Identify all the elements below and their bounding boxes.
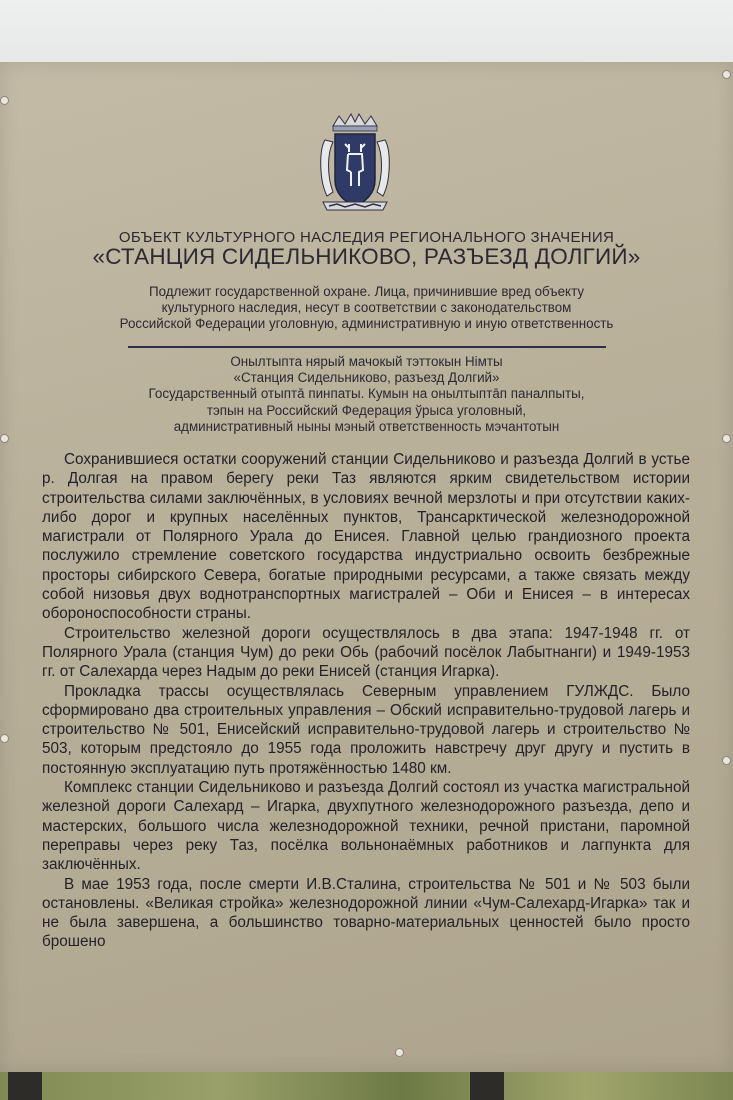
screw	[722, 70, 731, 79]
heading-large: «СТАНЦИЯ СИДЕЛЬНИКОВО, РАЗЪЕЗД ДОЛГИЙ»	[92, 244, 641, 269]
nenets-line: административный ныны мэный ответственность мэчантотын	[173, 418, 560, 434]
nenets-line: «Станция Сидельниково, разъезд Долгий»	[233, 370, 500, 386]
screw	[0, 734, 9, 743]
nenets-line: Онылтыпта нярый мачокый тэттокын Нiмты	[230, 354, 503, 369]
heading-small: ОБЪЕКТ КУЛЬТУРНОГО НАСЛЕДИЯ РЕГИОНАЛЬНОГО ЗНАЧЕНИЯ	[118, 229, 615, 246]
protection-line: Подлежит государственной охране. Лица, причинившие вред объекту	[148, 284, 585, 299]
protection-line: культурного наследия, несут в соответствии с законодательством	[161, 300, 572, 315]
history-text	[42, 450, 690, 952]
screw	[0, 96, 9, 105]
nenets-line: тэпын на Российский Федерация ўрыса уголовный,	[206, 402, 527, 418]
paragraph: В мае 1953 года, после смерти И.В.Сталина, строительства № 501 и № 503 были остановлены. «Великая стройка» железнодорожной линии «Чум-Салехард-Игарка» так и не была завершена, а большинство товарно-материальных ценностей было просто брошено	[42, 875, 690, 951]
protection-notice	[0, 284, 733, 332]
yamal-coat-of-arms-icon	[315, 110, 395, 215]
screw	[0, 434, 9, 443]
screw	[722, 756, 731, 765]
screw	[722, 434, 731, 443]
paragraph: Прокладка трассы осуществлялась Северным управлением ГУЛЖДС. Было сформировано два строительных управления – Обский исправительно-трудовой лагерь и строительство № 501, Енисейский исправительно-трудовой лагерь и строительство № 503, которым предстояло до 1955 года проложить навстречу друг другу и пустить в постоянную эксплуатацию путь протяжённостью 1480 км.	[42, 682, 690, 777]
divider	[128, 346, 606, 348]
nenets-notice	[0, 354, 733, 435]
paragraph: Строительство железной дороги осуществлялось в два этапа: 1947-1948 гг. от Полярного Урала (станция Чум) до реки Обь (рабочий посёлок Лабытнанги) и 1949-1953 гг. от Салехарда через Надым до реки Енисей (станция Игарка).	[42, 624, 690, 681]
screw	[395, 1048, 404, 1057]
nenets-line: Государственный отыптā пинпаты. Кумын на онылтыптāп паналпыты,	[148, 386, 585, 402]
paragraph: Сохранившиеся остатки сооружений станции Сидельниково и разъезда Долгий в устье р. Долгая на правом берегу реки Таз являются ярким свидетельством истории строительства силами заключённых, в условиях вечной мерзлоты и при отсутствии каких-либо дорог и крупных населённых пунктов, Трансарктической железнодорожной магистрали от Полярного Урала до Енисея. Главной целью грандиозного проекта послужило стремление советского государства индустриально освоить безбрежные просторы сибирского Севера, богатые природными ресурсами, а также связать между собой низовья двух воднотранспортных магистралей – Оби и Енисея – в интересах обороноспособности страны.	[42, 451, 690, 623]
paragraph: Комплекс станции Сидельниково и разъезда Долгий состоял из участка магистральной железной дороги Салехард – Игарка, двухпутного железнодорожного разъезда, депо и мастерских, большого числа железнодорожной техники, речной пристани, паромной переправы через реку Таз, посёлка вольнонаёмных работников и лагпункта для заключённых.	[42, 779, 690, 874]
protection-line: Российской Федерации уголовную, административную и иную ответственность	[119, 316, 614, 331]
